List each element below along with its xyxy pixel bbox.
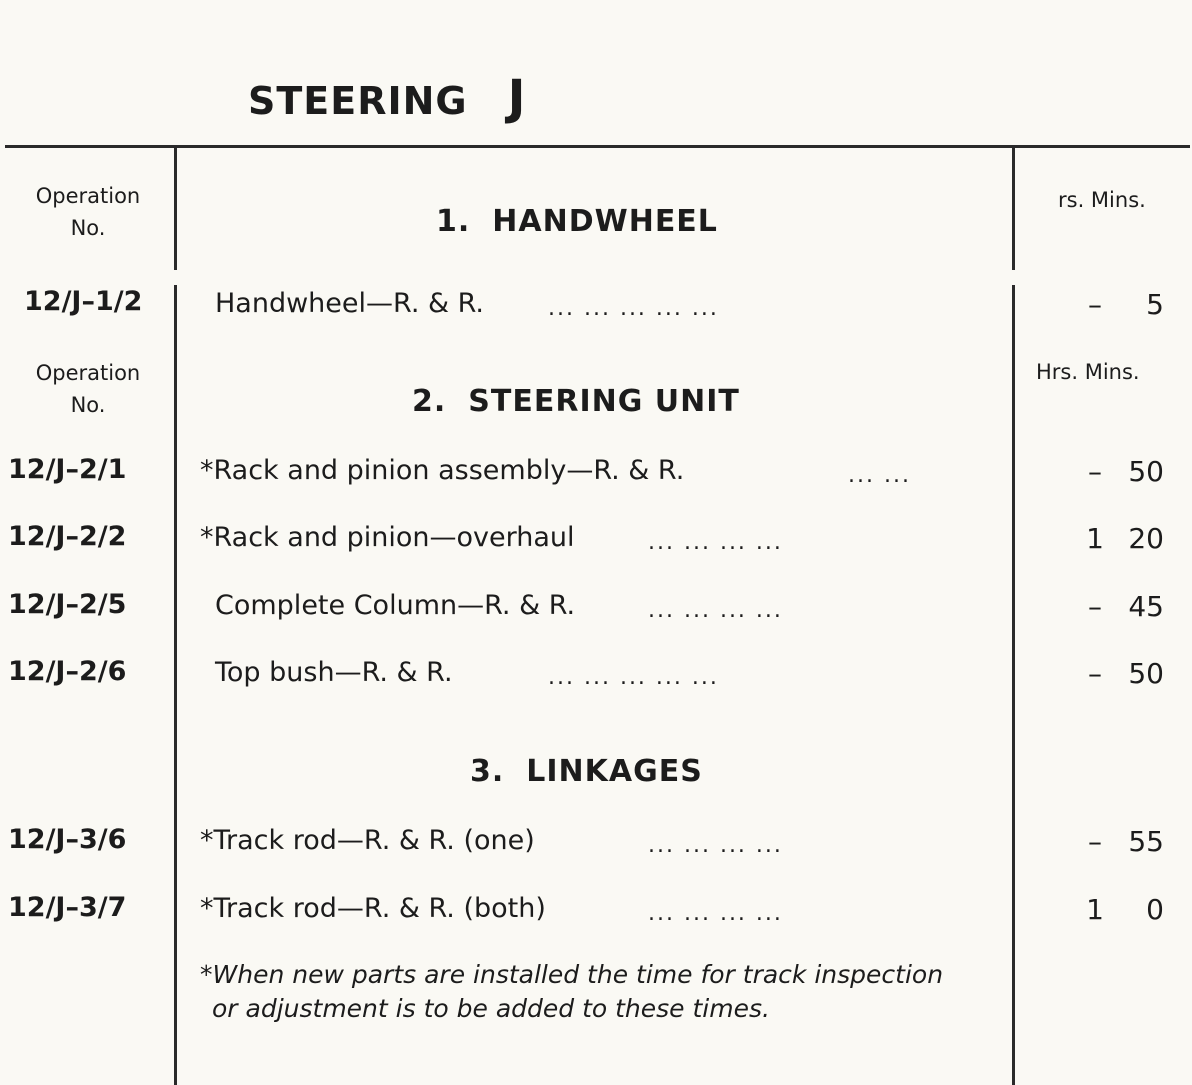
- op-number: 12/J–1/2: [24, 286, 143, 317]
- op-description: *Rack and pinion—overhaul: [200, 522, 575, 553]
- title-heading: STEERING: [248, 79, 468, 123]
- op-time: – 45: [1088, 590, 1164, 623]
- section-steering-unit-title: 2. STEERING UNIT: [412, 384, 740, 419]
- op-description: *Track rod—R. & R. (one): [200, 825, 535, 856]
- footnote-line2: or adjustment is to be added to these times.: [212, 994, 770, 1023]
- op-time: – 5: [1088, 288, 1164, 321]
- page-title: [248, 70, 526, 126]
- footnote-line1: *When new parts are installed the time for track inspection: [200, 960, 944, 989]
- section-handwheel-title: 1. HANDWHEEL: [436, 204, 718, 239]
- op-description: Complete Column—R. & R.: [215, 590, 576, 621]
- footnote: [200, 958, 1020, 1026]
- leader-dots: ... ... ... ... ...: [548, 665, 719, 690]
- op-number: 12/J–2/5: [8, 589, 127, 620]
- column-divider-right-upper: [1012, 148, 1015, 270]
- op-description: Handwheel—R. & R.: [215, 288, 484, 319]
- operation-no-header: [8, 180, 168, 244]
- section-linkages-title: 3. LINKAGES: [470, 754, 703, 789]
- leader-dots: ... ...: [848, 463, 911, 488]
- op-number: 12/J–2/2: [8, 521, 127, 552]
- time-header-2: Hrs. Mins.: [1036, 360, 1140, 384]
- operation-header-line1: Operation: [35, 184, 141, 208]
- op-time: – 50: [1088, 657, 1164, 690]
- operation-header-line1: Operation: [35, 361, 141, 385]
- op-description: *Track rod—R. & R. (both): [200, 893, 546, 924]
- op-time: – 50: [1088, 455, 1164, 488]
- operation-no-header-2: [8, 357, 168, 421]
- op-time: – 55: [1088, 825, 1164, 858]
- op-number: 12/J–3/7: [8, 892, 127, 923]
- leader-dots: ... ... ... ...: [648, 901, 783, 926]
- title-letter: J: [507, 70, 527, 126]
- leader-dots: ... ... ... ...: [648, 598, 783, 623]
- op-number: 12/J–3/6: [8, 824, 127, 855]
- column-divider-left-upper: [174, 148, 177, 270]
- op-number: 12/J–2/6: [8, 656, 127, 687]
- leader-dots: ... ... ... ...: [648, 530, 783, 555]
- op-time: 1 20: [1086, 522, 1164, 555]
- op-description: Top bush—R. & R.: [215, 657, 453, 688]
- operation-header-line2: No.: [70, 393, 106, 417]
- op-number: 12/J–2/1: [8, 454, 127, 485]
- time-header: rs. Mins.: [1058, 188, 1146, 212]
- op-time: 1 0: [1086, 893, 1164, 926]
- operation-header-line2: No.: [70, 216, 106, 240]
- column-divider-left: [174, 285, 177, 1085]
- op-description: *Rack and pinion assembly—R. & R.: [200, 455, 685, 486]
- leader-dots: ... ... ... ...: [648, 833, 783, 858]
- leader-dots: ... ... ... ... ...: [548, 296, 719, 321]
